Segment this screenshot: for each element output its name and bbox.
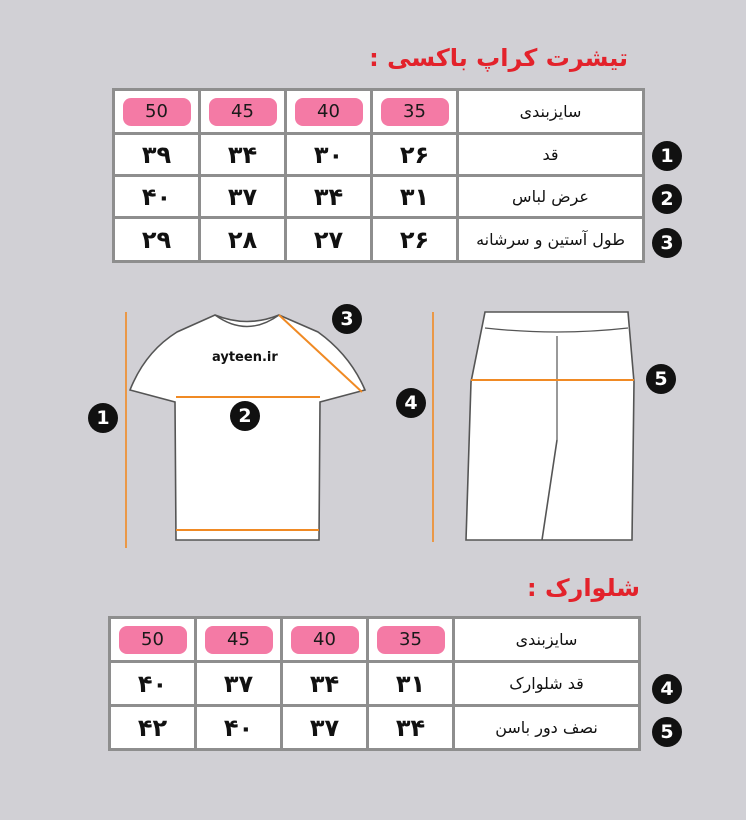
size-pill: 45 xyxy=(209,98,277,126)
header-label: سایزبندی xyxy=(454,618,640,662)
size-cell xyxy=(282,618,368,662)
size-pill: 35 xyxy=(377,626,445,654)
marker-badge-4: 4 xyxy=(652,674,682,704)
size-cell xyxy=(110,618,196,662)
marker-badge-5: 5 xyxy=(652,717,682,747)
size-cell xyxy=(286,90,372,134)
shorts-size-table xyxy=(108,616,641,751)
value-cell: ۳۷ xyxy=(196,662,282,706)
marker-badge-3: 3 xyxy=(332,304,362,334)
value-cell: ۲۷ xyxy=(286,218,372,262)
value-cell: ۳۷ xyxy=(282,706,368,750)
header-label: سایزبندی xyxy=(458,90,644,134)
shorts-outline xyxy=(466,312,634,540)
size-cell xyxy=(372,90,458,134)
marker-badge-1: 1 xyxy=(652,141,682,171)
value-cell: ۲۹ xyxy=(114,218,200,262)
value-cell: ۴۰ xyxy=(114,176,200,218)
row-label: نصف دور باسن xyxy=(454,706,640,750)
marker-badge-1: 1 xyxy=(88,403,118,433)
value-cell: ۳۰ xyxy=(286,134,372,176)
value-cell: ۳۴ xyxy=(286,176,372,218)
value-cell: ۲۶ xyxy=(372,218,458,262)
size-pill: 45 xyxy=(205,626,273,654)
value-cell: ۴۰ xyxy=(110,662,196,706)
size-pill: 40 xyxy=(291,626,359,654)
size-cell xyxy=(114,90,200,134)
table-row xyxy=(114,90,644,134)
size-pill: 40 xyxy=(295,98,363,126)
value-cell: ۳۴ xyxy=(200,134,286,176)
value-cell: ۲۶ xyxy=(372,134,458,176)
value-cell: ۳۱ xyxy=(372,176,458,218)
marker-badge-2: 2 xyxy=(230,401,260,431)
value-cell: ۳۱ xyxy=(368,662,454,706)
table-row xyxy=(110,706,640,750)
size-cell xyxy=(368,618,454,662)
marker-badge-3: 3 xyxy=(652,228,682,258)
row-label: طول آستین و سرشانه xyxy=(458,218,644,262)
shirt-size-table xyxy=(112,88,645,263)
size-cell xyxy=(196,618,282,662)
value-cell: ۳۴ xyxy=(282,662,368,706)
marker-badge-4: 4 xyxy=(396,388,426,418)
size-pill: 50 xyxy=(123,98,191,126)
table-row xyxy=(114,176,644,218)
table-row xyxy=(114,134,644,176)
shorts-section-title: شلوارک : xyxy=(526,574,640,602)
value-cell: ۴۲ xyxy=(110,706,196,750)
row-label: عرض لباس xyxy=(458,176,644,218)
value-cell: ۳۷ xyxy=(200,176,286,218)
value-cell: ۴۰ xyxy=(196,706,282,750)
value-cell: ۳۴ xyxy=(368,706,454,750)
shorts-drawing xyxy=(433,312,634,542)
table-row xyxy=(110,618,640,662)
marker-badge-5: 5 xyxy=(646,364,676,394)
brand-label: ayteen.ir xyxy=(212,350,278,365)
marker-badge-2: 2 xyxy=(652,184,682,214)
table-row xyxy=(110,662,640,706)
value-cell: ۳۹ xyxy=(114,134,200,176)
value-cell: ۲۸ xyxy=(200,218,286,262)
size-pill: 35 xyxy=(381,98,449,126)
size-cell xyxy=(200,90,286,134)
size-pill: 50 xyxy=(119,626,187,654)
table-row xyxy=(114,218,644,262)
shirt-section-title: تیشرت کراپ باکسی : xyxy=(369,44,628,72)
row-label: قد شلوارک xyxy=(454,662,640,706)
row-label: قد xyxy=(458,134,644,176)
